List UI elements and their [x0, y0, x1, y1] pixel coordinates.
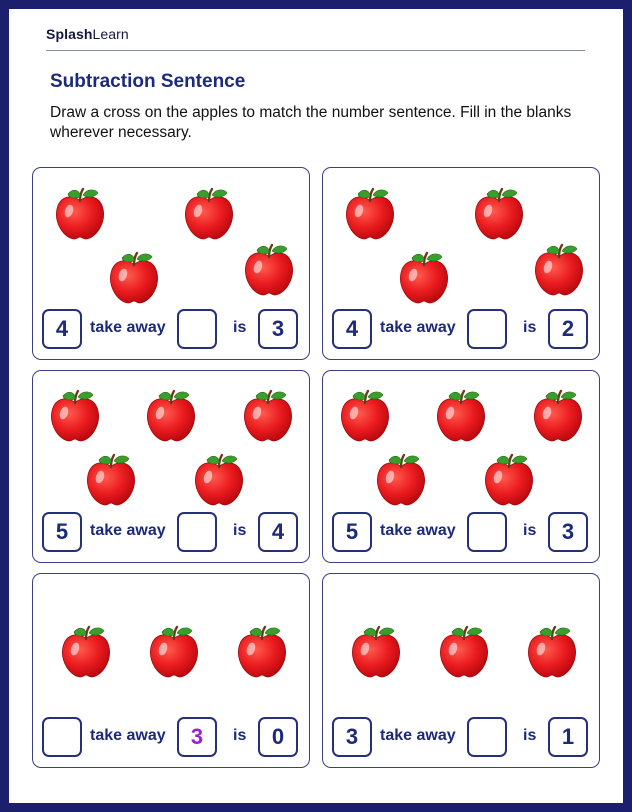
apple-icon[interactable]	[438, 623, 490, 679]
apple-icon[interactable]	[49, 387, 101, 443]
apple-group	[323, 574, 599, 714]
apple-icon[interactable]	[533, 241, 585, 297]
apple-icon[interactable]	[148, 623, 200, 679]
take-away-label: take away	[90, 727, 166, 744]
minuend-box[interactable]: 5	[42, 512, 82, 552]
take-away-label: take away	[90, 522, 166, 539]
exercise-card-1	[32, 167, 310, 360]
take-away-label: take away	[380, 522, 456, 539]
apple-icon[interactable]	[483, 451, 535, 507]
apple-icon[interactable]	[85, 451, 137, 507]
difference-box[interactable]: 2	[548, 309, 588, 349]
apple-group	[323, 371, 599, 511]
apple-icon[interactable]	[398, 249, 450, 305]
difference-box[interactable]: 3	[548, 512, 588, 552]
apple-icon[interactable]	[473, 185, 525, 241]
apple-icon[interactable]	[526, 623, 578, 679]
take-away-label: take away	[90, 319, 166, 336]
apple-icon[interactable]	[193, 451, 245, 507]
apple-icon[interactable]	[60, 623, 112, 679]
worksheet-page	[9, 9, 623, 803]
apple-icon[interactable]	[145, 387, 197, 443]
exercise-card-3	[32, 370, 310, 563]
apple-icon[interactable]	[183, 185, 235, 241]
minuend-box[interactable]: 5	[332, 512, 372, 552]
subtrahend-box[interactable]: 3	[177, 717, 217, 757]
apple-group	[33, 574, 309, 714]
exercise-card-4	[322, 370, 600, 563]
apple-icon[interactable]	[243, 241, 295, 297]
apple-icon[interactable]	[108, 249, 160, 305]
is-label: is	[523, 319, 537, 336]
difference-box[interactable]: 1	[548, 717, 588, 757]
exercise-card-2	[322, 167, 600, 360]
apple-icon[interactable]	[350, 623, 402, 679]
apple-group	[33, 371, 309, 511]
difference-box[interactable]: 0	[258, 717, 298, 757]
is-label: is	[523, 727, 537, 744]
exercise-card-5	[32, 573, 310, 768]
is-label: is	[523, 522, 537, 539]
minuend-box[interactable]: 3	[332, 717, 372, 757]
take-away-label: take away	[380, 319, 456, 336]
number-sentence	[330, 717, 591, 761]
is-label: is	[233, 522, 247, 539]
apple-icon[interactable]	[236, 623, 288, 679]
apple-icon[interactable]	[242, 387, 294, 443]
difference-box[interactable]: 3	[258, 309, 298, 349]
number-sentence	[40, 717, 301, 761]
difference-box[interactable]: 4	[258, 512, 298, 552]
subtrahend-box[interactable]	[467, 512, 507, 552]
number-sentence	[330, 309, 591, 353]
is-label: is	[233, 319, 247, 336]
apple-icon[interactable]	[54, 185, 106, 241]
subtrahend-box[interactable]	[467, 717, 507, 757]
subtrahend-box[interactable]	[177, 512, 217, 552]
apple-icon[interactable]	[532, 387, 584, 443]
minuend-box[interactable]: 4	[42, 309, 82, 349]
is-label: is	[233, 727, 247, 744]
apple-icon[interactable]	[344, 185, 396, 241]
apple-icon[interactable]	[339, 387, 391, 443]
header-divider	[46, 50, 585, 51]
worksheet-title: Subtraction Sentence	[50, 71, 246, 92]
apple-icon[interactable]	[375, 451, 427, 507]
apple-icon[interactable]	[435, 387, 487, 443]
subtrahend-box[interactable]	[467, 309, 507, 349]
minuend-box[interactable]: 4	[332, 309, 372, 349]
apple-group	[33, 168, 309, 308]
number-sentence	[330, 512, 591, 556]
take-away-label: take away	[380, 727, 456, 744]
number-sentence	[40, 512, 301, 556]
number-sentence	[40, 309, 301, 353]
worksheet-instructions: Draw a cross on the apples to match the number sentence. Fill in the blanks wherever necessary.	[50, 104, 572, 141]
apple-group	[323, 168, 599, 308]
exercise-card-6	[322, 573, 600, 768]
minuend-box[interactable]	[42, 717, 82, 757]
subtrahend-box[interactable]	[177, 309, 217, 349]
splashlearn-logo: SplashLearn	[46, 26, 129, 42]
